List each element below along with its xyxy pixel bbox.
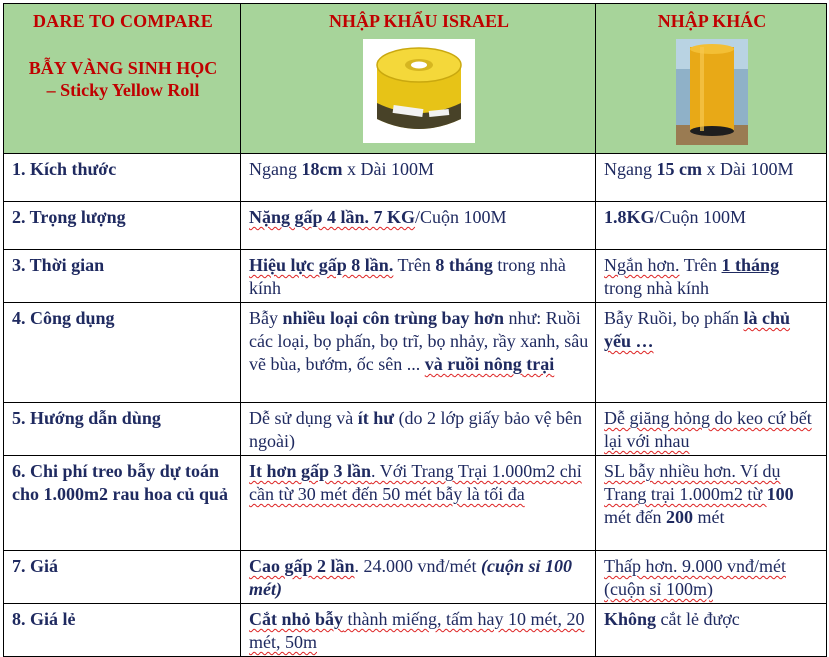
row-label: 6. Chi phí treo bẫy dự toán cho 1.000m2 rau hoa củ quả xyxy=(4,456,241,551)
header-cell-compare xyxy=(4,4,241,154)
compare-title: DARE TO COMPARE xyxy=(32,11,213,31)
israel-cell: Cao gấp 2 lần. 24.000 vnđ/mét (cuộn sỉ 100 mét) xyxy=(241,551,596,604)
israel-cell: Bẫy nhiều loại côn trùng bay hơn như: Ruồi các loại, bọ phấn, bọ trĩ, bọ nhảy, rầy xanh, sâu vẽ bùa, bướm, ốc sên ... và ruồi nông trại xyxy=(241,303,596,403)
product-name: BẪY VÀNG SINH HỌC – Sticky Yellow Roll xyxy=(28,58,218,100)
other-cell: Ngang 15 cm x Dài 100M xyxy=(596,154,827,202)
other-cell: Không cắt lẻ được xyxy=(596,604,827,657)
row-label: 3. Thời gian xyxy=(4,250,241,303)
row-label: 8. Giá lẻ xyxy=(4,604,241,657)
israel-roll-image xyxy=(363,39,475,143)
israel-cell: Cắt nhỏ bẫy thành miếng, tấm hay 10 mét, 20 mét, 50m xyxy=(241,604,596,657)
table-row xyxy=(4,250,827,303)
table-row xyxy=(4,303,827,403)
other-cell: Dễ giăng hỏng do keo cứ bết lại với nhau xyxy=(596,403,827,456)
table-row xyxy=(4,403,827,456)
row-label: 5. Hướng dẫn dùng xyxy=(4,403,241,456)
row-label: 4. Công dụng xyxy=(4,303,241,403)
header-cell-israel xyxy=(241,4,596,154)
row-label: 7. Giá xyxy=(4,551,241,604)
other-cell: Bẫy Ruồi, bọ phấn là chủ yếu … xyxy=(596,303,827,403)
other-cell: 1.8KG/Cuộn 100M xyxy=(596,202,827,250)
row-label: 2. Trọng lượng xyxy=(4,202,241,250)
israel-cell: Ngang 18cm x Dài 100M xyxy=(241,154,596,202)
other-cell: SL bẫy nhiều hơn. Ví dụ Trang trại 1.000m2 từ 100 mét đến 200 mét xyxy=(596,456,827,551)
comparison-table xyxy=(3,3,827,657)
table-row xyxy=(4,604,827,657)
table-row xyxy=(4,202,827,250)
table-row xyxy=(4,456,827,551)
israel-cell: Nặng gấp 4 lần. 7 KG/Cuộn 100M xyxy=(241,202,596,250)
header-row xyxy=(4,4,827,154)
table-row xyxy=(4,551,827,604)
other-cell: Ngắn hơn. Trên 1 tháng trong nhà kính xyxy=(596,250,827,303)
israel-cell: It hơn gấp 3 lần. Với Trang Trại 1.000m2 chỉ cần từ 30 mét đến 50 mét bẫy là tối đa xyxy=(241,456,596,551)
other-roll-image xyxy=(676,39,748,145)
header-cell-other xyxy=(596,4,827,154)
israel-cell: Dễ sử dụng và ít hư (do 2 lớp giấy bảo vệ bên ngoài) xyxy=(241,403,596,456)
row-label: 1. Kích thước xyxy=(4,154,241,202)
other-cell: Thấp hơn. 9.000 vnđ/mét (cuộn sỉ 100m) xyxy=(596,551,827,604)
table-row xyxy=(4,154,827,202)
israel-cell: Hiệu lực gấp 8 lần. Trên 8 tháng trong nhà kính xyxy=(241,250,596,303)
israel-title: NHẬP KHẨU ISRAEL xyxy=(328,11,510,31)
other-title: NHẬP KHÁC xyxy=(657,11,767,31)
